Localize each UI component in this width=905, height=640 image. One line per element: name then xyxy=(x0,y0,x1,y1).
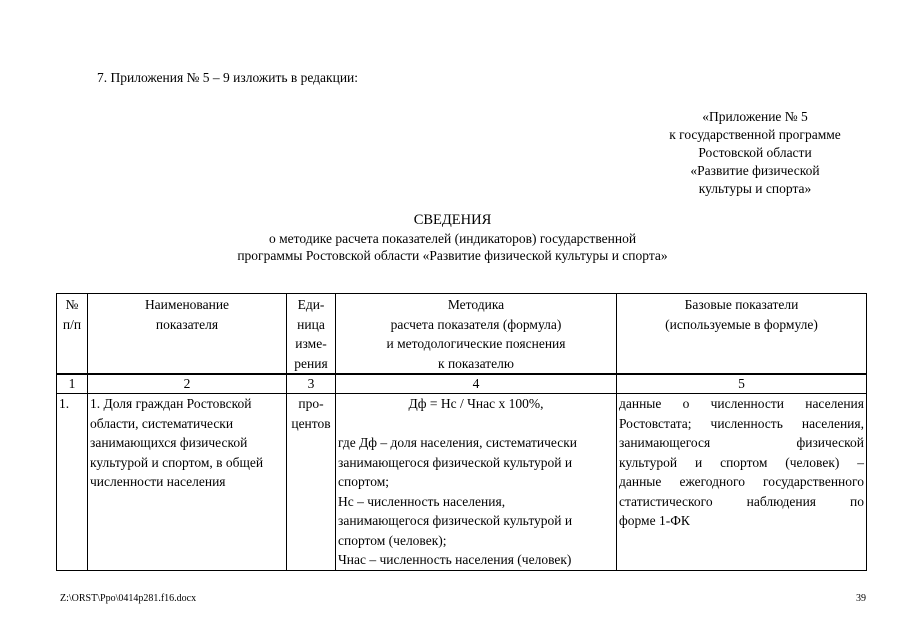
word: наблюдения xyxy=(746,493,817,509)
heading-subtitle-1: о методике расчета показателей (индикаторов) государственной xyxy=(268,231,637,246)
column-number: 4 xyxy=(336,374,617,394)
word: – xyxy=(857,454,864,470)
word: населения, xyxy=(801,415,864,431)
column-number: 1 xyxy=(57,374,88,394)
column-number: 3 xyxy=(287,374,336,394)
justified-line xyxy=(619,414,864,434)
justified-line xyxy=(619,492,864,512)
word: культурой xyxy=(619,454,678,470)
unit-cell: про- центов xyxy=(287,394,336,571)
method-cell: Дф = Нс / Чнас х 100%, где Дф – доля населения, систематически занимающегося физической культурой и спортом; Нс – численность населения, занимающегося физической культурой и спортом (человек); Чнас – численность населения (человек) xyxy=(336,394,617,571)
row-number: 1. xyxy=(57,394,88,571)
footer-file-path: Z:\ORST\Ppo\0414p281.f16.docx xyxy=(60,593,197,604)
justified-line xyxy=(619,453,864,473)
word: по xyxy=(850,493,864,509)
word: спортом xyxy=(720,454,768,470)
word: данные xyxy=(619,396,662,411)
header-cell-name: Наименование показателя xyxy=(88,294,287,375)
justified-line xyxy=(619,472,864,492)
word: данные xyxy=(619,474,662,489)
table-row xyxy=(57,394,867,571)
intro-text: 7. Приложения № 5 – 9 изложить в редакции: xyxy=(97,70,359,85)
word: и xyxy=(694,454,703,470)
word: о xyxy=(682,396,690,411)
word: численность xyxy=(710,415,783,431)
column-number: 5 xyxy=(617,374,867,394)
appendix-line: к государственной программе xyxy=(669,127,841,142)
appendix-line: Ростовской области xyxy=(698,145,812,160)
appendix-note xyxy=(640,108,870,198)
word: государственного xyxy=(763,474,864,489)
methodology-table xyxy=(56,293,867,571)
header-cell-base: Базовые показатели (используемые в формуле) xyxy=(617,294,867,375)
indicator-name: 1. Доля граждан Ростовской области, систематически занимающихся физической культурой и спортом, в общей численности населения xyxy=(88,394,287,571)
appendix-line: «Развитие физической xyxy=(690,163,820,178)
word: занимающегося xyxy=(619,435,711,450)
word: Ростовстата; xyxy=(619,415,692,431)
word: статистического xyxy=(619,493,713,509)
word: (человек) xyxy=(785,454,840,470)
header-cell-unit: Еди- ница изме- рения xyxy=(287,294,336,375)
page-number: 39 xyxy=(856,593,866,604)
heading-subtitle-2: программы Ростовской области «Развитие физической культуры и спорта» xyxy=(237,248,668,263)
header-cell-number: № п/п xyxy=(57,294,88,375)
base-indicators-cell: данные о численности населения Ростовстата; численность населения, занимающегося физической культурой и спортом (человек) – данные ежегодного государственного статистического наблюдения по форме 1-ФК xyxy=(617,394,867,571)
appendix-line: культуры и спорта» xyxy=(698,181,812,196)
document-heading xyxy=(0,210,905,264)
word: ежегодного xyxy=(679,474,745,489)
word: населения xyxy=(805,396,864,411)
justified-line xyxy=(619,394,864,414)
column-number: 2 xyxy=(88,374,287,394)
heading-title: СВЕДЕНИЯ xyxy=(413,212,492,228)
word: численности xyxy=(710,396,784,411)
table-header-row xyxy=(57,294,867,375)
appendix-line: «Приложение № 5 xyxy=(702,109,808,124)
column-number-row xyxy=(57,374,867,394)
header-cell-method: Методика расчета показателя (формула) и методологические пояснения к показателю xyxy=(336,294,617,375)
formula: Дф = Нс / Чнас х 100%, xyxy=(408,396,544,411)
word: физической xyxy=(796,435,864,450)
justified-line xyxy=(619,433,864,453)
